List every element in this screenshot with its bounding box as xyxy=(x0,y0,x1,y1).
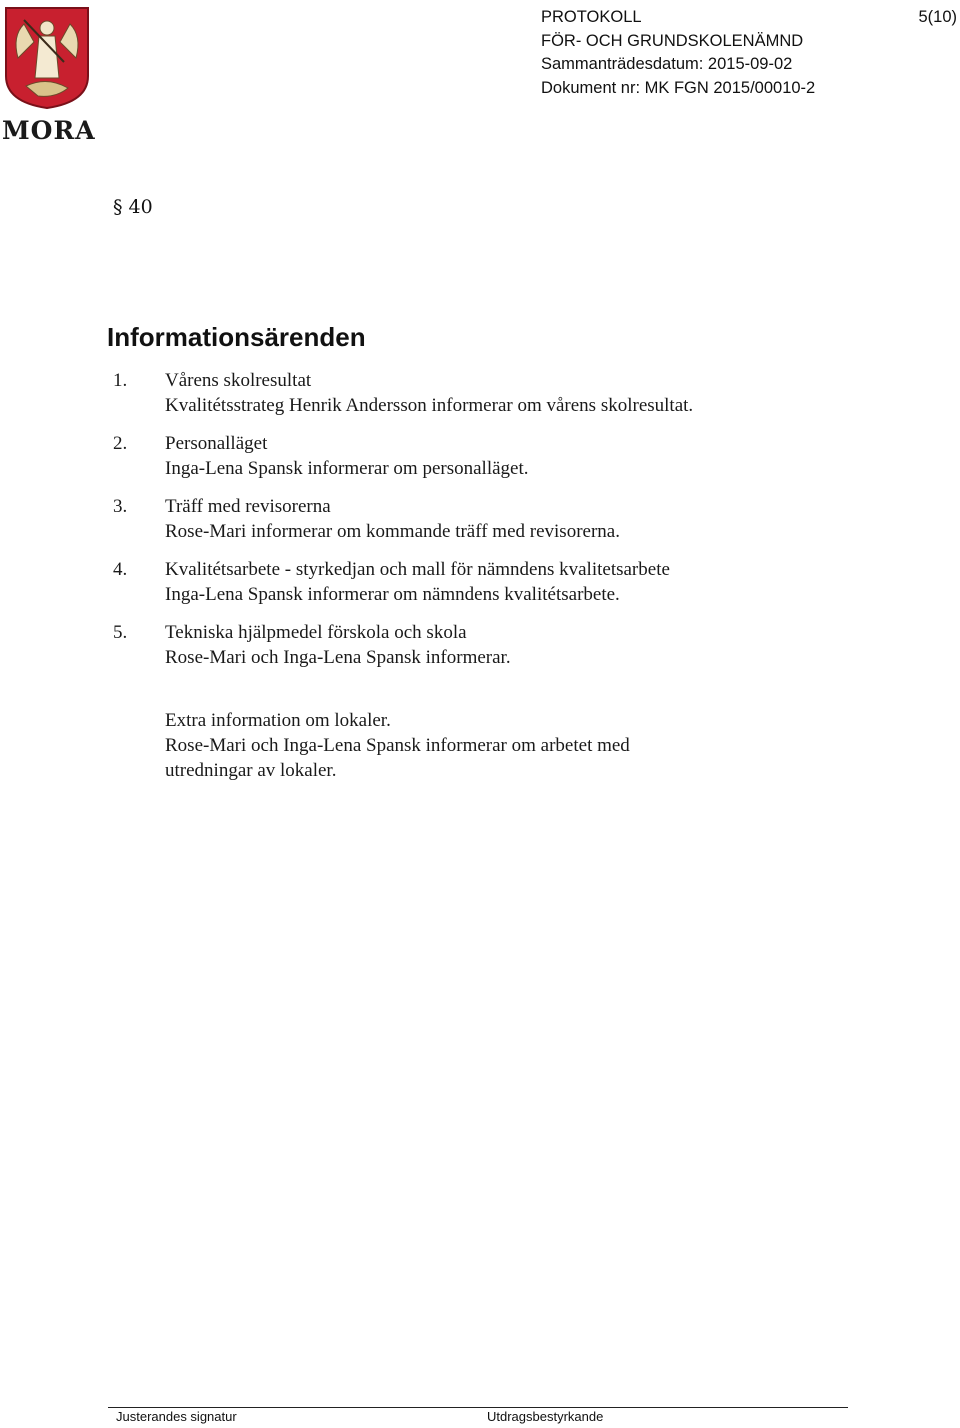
list-item xyxy=(113,431,873,481)
list-item xyxy=(113,494,873,544)
list-item xyxy=(113,620,873,670)
logo-text: MORA xyxy=(2,116,96,145)
item-title: Personalläget xyxy=(165,433,268,454)
document-number: Dokument nr: MK FGN 2015/00010-2 xyxy=(541,78,816,97)
footer-divider xyxy=(108,1407,848,1408)
item-number: 3. xyxy=(113,496,128,517)
item-number: 4. xyxy=(113,559,128,580)
item-title: Vårens skolresultat xyxy=(165,370,312,391)
meeting-date: Sammanträdesdatum: 2015-09-02 xyxy=(541,55,793,73)
page-title: Informationsärenden xyxy=(107,322,366,352)
document-header xyxy=(541,6,815,100)
item-text: Rose-Mari informerar om kommande träff med revisorerna. xyxy=(165,521,620,542)
item-text: Inga-Lena Spansk informerar om nämndens kvalitétsarbete. xyxy=(165,584,620,605)
extra-text-line: utredningar av lokaler. xyxy=(165,760,337,781)
extra-text-line: Rose-Mari och Inga-Lena Spansk informerar om arbetet med xyxy=(165,735,630,756)
item-number: 5. xyxy=(113,622,128,643)
list-item xyxy=(113,368,873,418)
list-item xyxy=(113,557,873,607)
item-number: 1. xyxy=(113,370,128,391)
item-number: 2. xyxy=(113,433,128,454)
certification-label: Utdragsbestyrkande xyxy=(487,1409,604,1424)
item-title: Kvalitétsarbete - styrkedjan och mall för nämndens kvalitetsarbete xyxy=(165,559,670,580)
extra-information xyxy=(165,708,630,783)
document-type: PROTOKOLL xyxy=(541,8,642,26)
section-number: § 40 xyxy=(113,196,153,218)
item-title: Träff med revisorerna xyxy=(165,496,331,517)
board-name: FÖR- OCH GRUNDSKOLENÄMND xyxy=(541,31,804,50)
item-text: Inga-Lena Spansk informerar om personalläget. xyxy=(165,458,529,479)
coat-of-arms-icon xyxy=(4,6,90,110)
item-title: Tekniska hjälpmedel förskola och skola xyxy=(165,622,467,643)
item-text: Rose-Mari och Inga-Lena Spansk informerar. xyxy=(165,647,511,668)
page-number: 5(10) xyxy=(918,8,957,26)
information-list xyxy=(113,368,873,683)
mora-logo xyxy=(2,4,94,144)
item-text: Kvalitétsstrateg Henrik Andersson informerar om vårens skolresultat. xyxy=(165,395,694,416)
signature-label: Justerandes signatur xyxy=(116,1409,237,1424)
extra-title: Extra information om lokaler. xyxy=(165,710,391,731)
